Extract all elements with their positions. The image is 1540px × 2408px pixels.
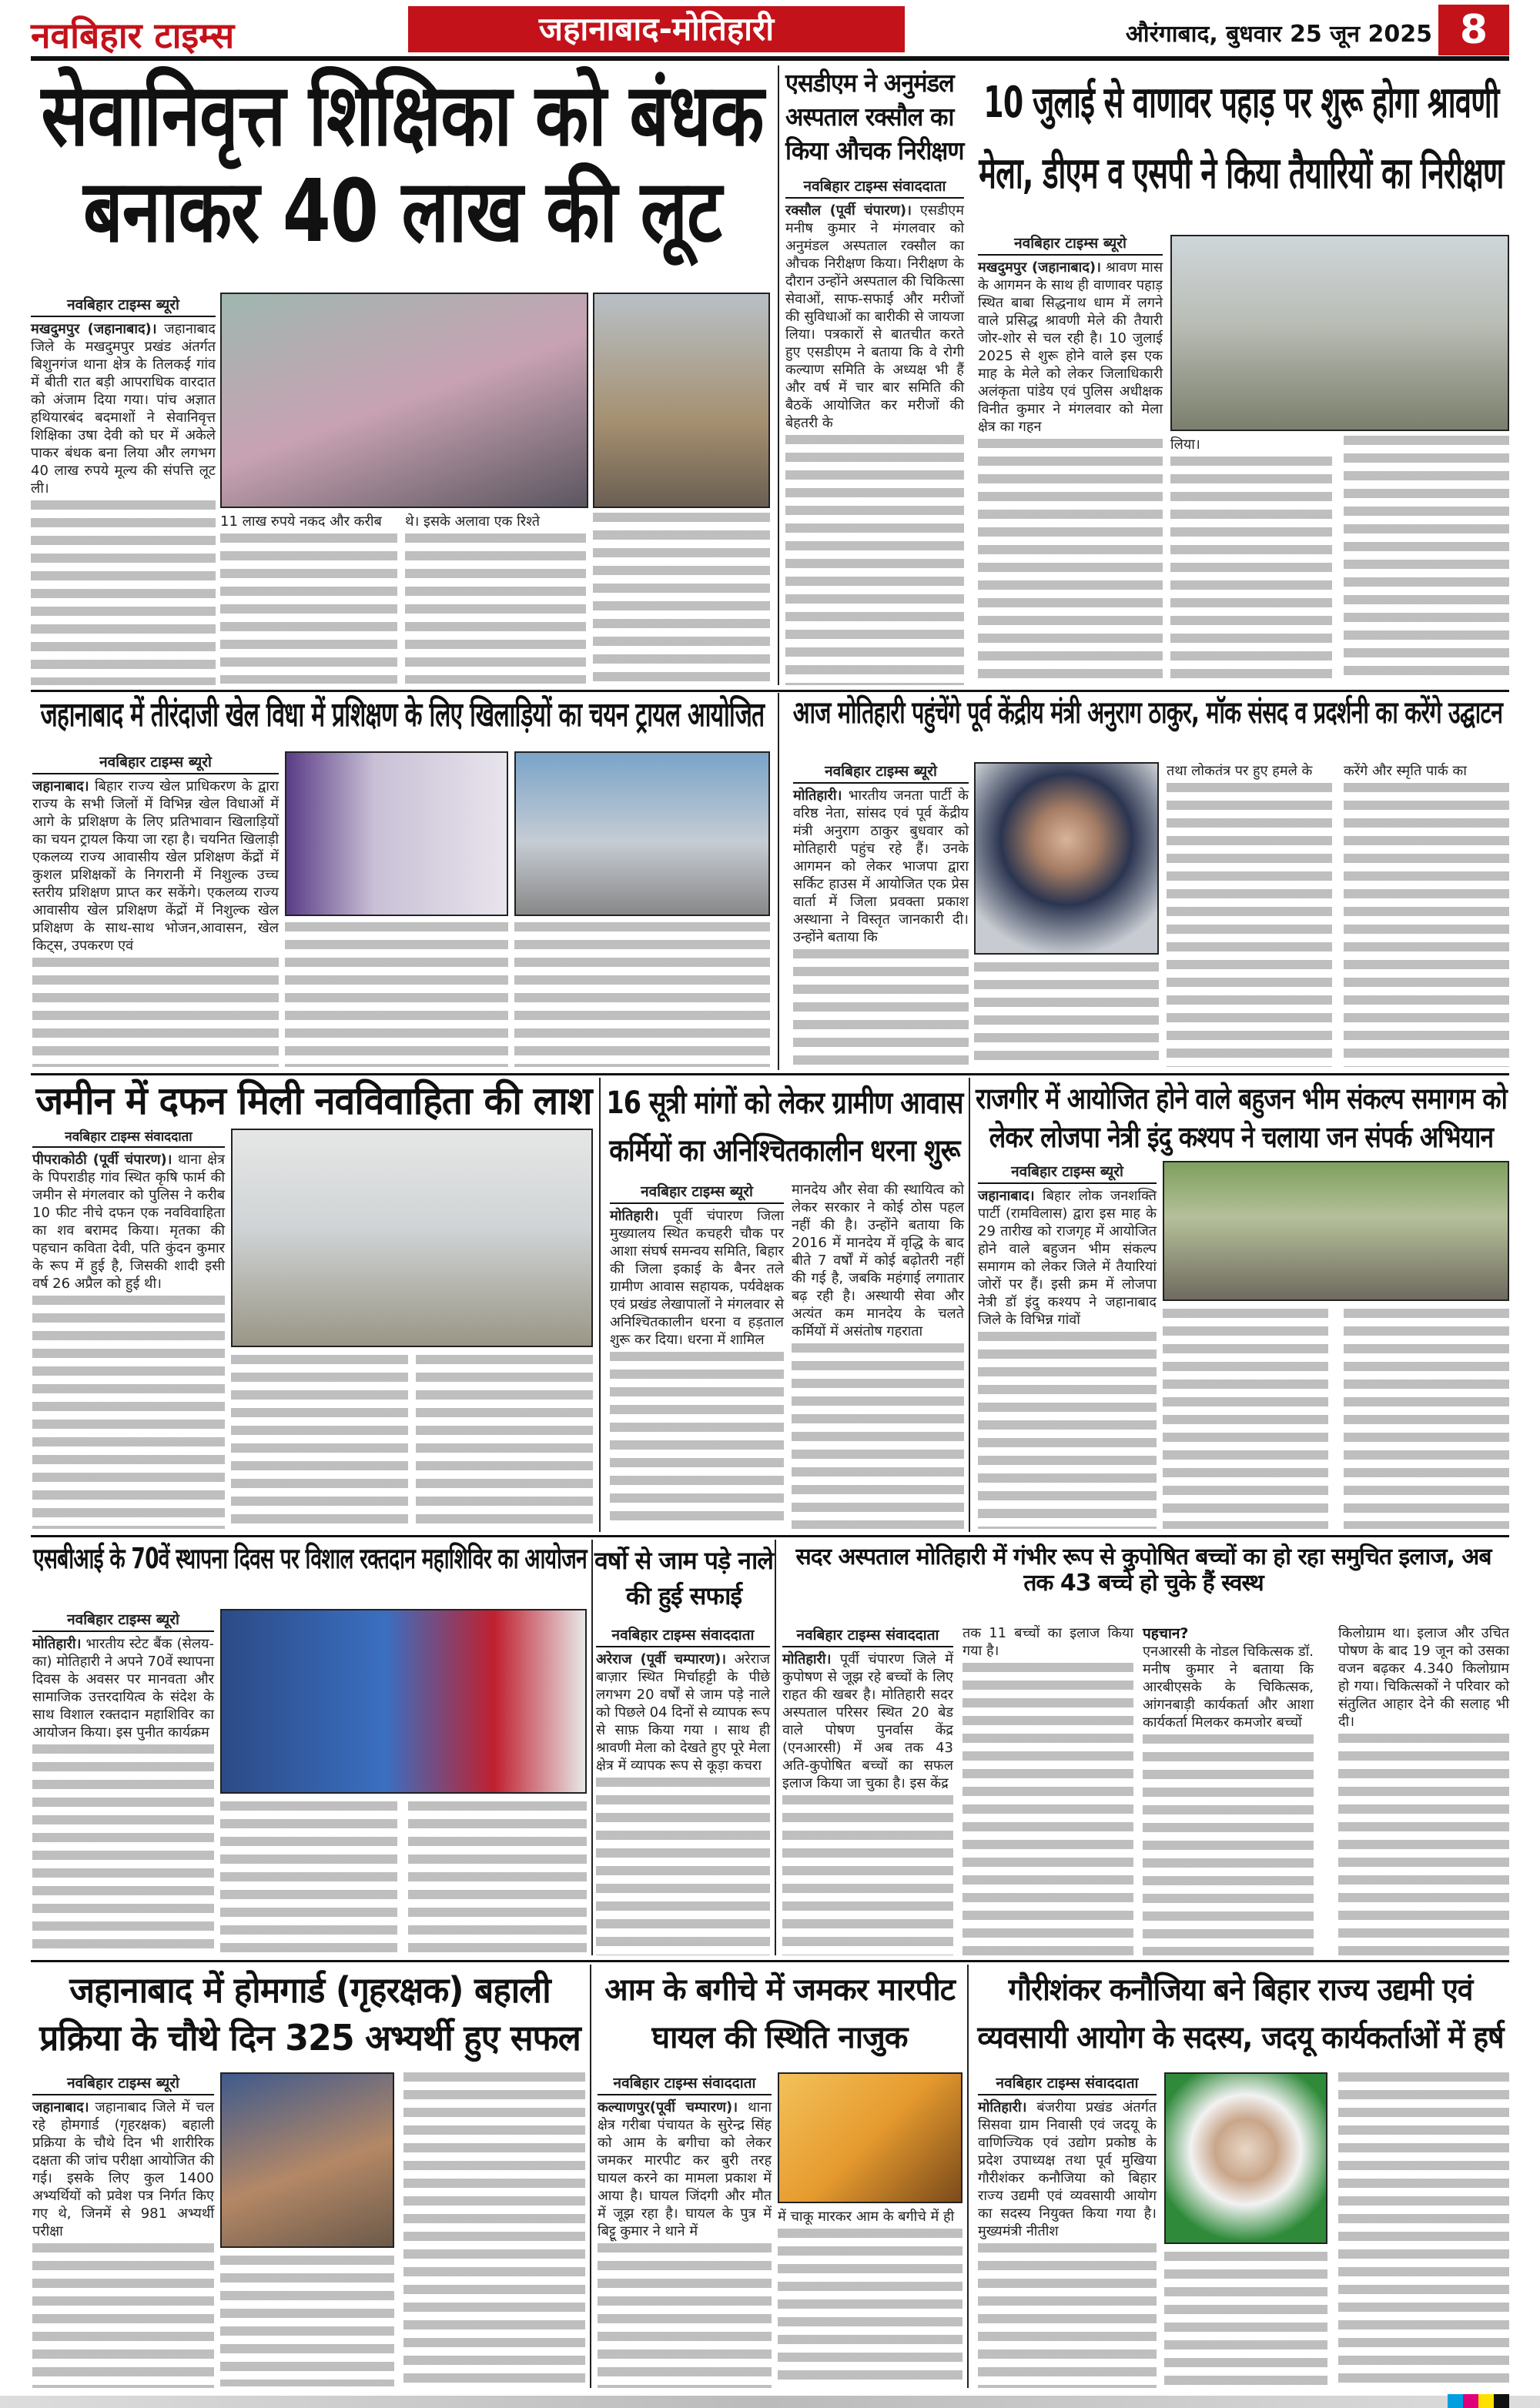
section-divider	[31, 1960, 1509, 1962]
article-n-body	[978, 2099, 1157, 2240]
article-i-col2-continued	[220, 1801, 397, 1955]
dateline-article-e: मोतिहारी।	[793, 788, 842, 804]
byline-article-f: नवबिहार टाइम्स संवाददाता	[32, 1127, 225, 1148]
article-g-col2: मानदेय और सेवा की स्थायित्व को लेकर सरकार ने कोई ठोस पहल नहीं की है। उन्होंने बताया कि 2016 में मानदेय में वृद्धि के बाद बीते 7 वर्षों में कोई बढ़ोतरी नहीं की गई है, जबकि महंगाई लगातार बढ़ रही है। अस्थायी सेवा और अत्यंत कम मानदेय के चलते कर्मियों में असंतोष गहराता	[792, 1182, 964, 1339]
byline-article-i: नवबिहार टाइम्स ब्यूरो	[32, 1609, 214, 1632]
article-a-text-continued	[31, 500, 216, 685]
article-l-col2-continued	[220, 2256, 394, 2386]
article-k-intro: पूर्वी चंपारण जिले में कुपोषण से जूझ रहे बच्चों के लिए राहत की खबर है। मोतिहारी सदर अस्पताल परिसर स्थित 20 बेड वाले पोषण पुनर्वास केंद्र (एनआरसी) में अब तक 43 अति-कुपोषित बच्चों का सफल इलाज किया जा चुका है। इस केंद्र	[782, 1651, 953, 1791]
article-b-intro: एसडीएम मनीष कुमार ने मंगलवार को अनुमंडल अस्पताल रक्सौल का औचक निरीक्षण किया। निरीक्षण के दौरान उन्होंने अस्पताल की चिकित्सा सेवाओं, साफ-सफाई और मरीजों की सुविधाओं का बारीकी से जायजा लिया। पत्रकारों से बातचीत करते हुए एसडीएम ने बताया कि वे रोगी कल्याण समिति के अध्यक्ष भी हैं और वर्ष में चार बार समिति की बैठकें आयोजित कर मरीजों की बेहतरी के	[785, 202, 964, 431]
article-a-column-3	[405, 513, 586, 684]
article-d-col3-continued	[514, 922, 770, 1067]
article-c-column-1	[978, 232, 1163, 685]
article-e-col2-continued	[974, 962, 1159, 1067]
headline-article-m: आम के बगीचे में जमकर मारपीट घायल की स्थिति नाजुक	[604, 1972, 955, 2055]
article-a-col3-continued	[405, 533, 586, 684]
print-registration-strip	[0, 2396, 1540, 2408]
article-k-col4-continued	[1338, 1734, 1509, 1955]
dateline-article-b: रक्सौल (पूर्वी चंपारण)।	[785, 202, 912, 219]
edition-dateline: औरंगाबाद, बुधवार 25 जून 2025	[1125, 21, 1432, 48]
article-b-text-continued	[785, 435, 964, 685]
article-e-col4: करेंगे और स्मृति पार्क का	[1344, 763, 1467, 779]
article-b-body	[785, 202, 964, 432]
section-divider	[31, 1535, 1509, 1537]
dateline-article-c: मखदुमपुर (जहानाबाद)।	[978, 259, 1101, 276]
headline-article-a: सेवानिवृत्त शिक्षिका को बंधक बनाकर 40 लाख की लूट	[41, 65, 764, 263]
article-a-column-2	[220, 513, 397, 684]
photo-body-exhumation	[231, 1129, 593, 1347]
article-h-text-continued	[978, 1332, 1157, 1529]
dateline-article-l: जहानाबाद।	[32, 2099, 89, 2115]
byline-article-l: नवबिहार टाइम्स ब्यूरो	[32, 2072, 214, 2095]
article-e-col4-continued	[1344, 783, 1509, 1067]
dateline-article-h: जहानाबाद।	[978, 1188, 1035, 1204]
article-k-column-4	[1338, 1624, 1509, 1955]
byline-article-j: नवबिहार टाइम्स संवाददाता	[596, 1624, 770, 1647]
article-a-intro: जहानाबाद जिले के मखदुमपुर प्रखंड अंतर्गत बिशुनगंज थाना क्षेत्र के तिलकई गांव में बीती रात बड़ी आपराधिक वारदात को अंजाम दिया गया। पांच अज्ञात हथियारबंद बदमाशों ने सेवानिवृत्त शिक्षिका उषा देवी को घर में अकेले पाकर बंधक बना लिया और लगभग 40 लाख रुपये मूल्य की संपत्ति लूट ली।	[31, 321, 216, 497]
dateline-article-a: मखदुमपुर (जहानाबाद)।	[31, 321, 157, 337]
byline-article-k: नवबिहार टाइम्स संवाददाता	[782, 1624, 953, 1647]
article-k-text-continued	[782, 1795, 953, 1955]
article-h-column	[978, 1161, 1157, 1529]
photo-police-at-house	[220, 293, 588, 508]
article-h-intro: बिहार लोक जनशक्ति पार्टी (रामविलास) द्वारा इस माह के 29 तारीख को राजगृह में आयोजित होने वाले बहुजन भीम संकल्प समागम को लेकर जिले में तैयारियां जोरों पर हैं। इसी क्रम में लोजपा नेत्री डॉ इंदु कश्यप ने जहानाबाद जिले के विभिन्न गांवों	[978, 1188, 1157, 1328]
article-k-column-3	[1143, 1624, 1314, 1955]
article-a-col4-continued	[593, 513, 770, 684]
byline-article-m: नवबिहार टाइम्स संवाददाता	[598, 2072, 772, 2095]
article-n-column	[978, 2072, 1157, 2388]
byline-article-e: नवबिहार टाइम्स ब्यूरो	[793, 761, 969, 784]
article-k-col2-continued	[962, 1663, 1133, 1955]
headline-article-h: राजगीर में आयोजित होने वाले बहुजन भीम संकल्प समागम को लेकर लोजपा नेत्री इंदु कश्यप ने चलाया जन संपर्क अभियान	[975, 1082, 1507, 1154]
headline-article-f: जमीन में दफन मिली नवविवाहिता की लाश	[35, 1079, 592, 1123]
article-m-column	[598, 2072, 772, 2388]
headline-article-l: जहानाबाद में होमगार्ड (गृहरक्षक) बहाली प्रक्रिया के चौथे दिन 325 अभ्यर्थी हुए सफल	[39, 1969, 581, 2059]
dateline-article-k: मोतिहारी।	[782, 1651, 832, 1667]
article-f-text-continued	[32, 1296, 225, 1529]
article-m-text-continued	[598, 2243, 772, 2388]
photo-homeguard-test	[220, 2072, 394, 2248]
article-g-column-2	[792, 1181, 964, 1529]
dateline-article-d: जहानाबाद।	[32, 778, 89, 794]
dateline-article-g: मोतिहारी।	[610, 1208, 659, 1224]
article-m-intro: थाना क्षेत्र गरीबा पंचायत के सुरेन्द्र सिंह को आम के बगीचा को लेकर जमकर मारपीट कर बुरी तरह घायल करने का मामला प्रकाश में आया है। घायल जिंदगी और मौत में जूझ रहा है। घायल के पुत्र में बिट्टू कुमार ने थाने में	[598, 2099, 772, 2239]
dateline-article-n: मोतिहारी।	[978, 2099, 1027, 2115]
headline-article-j: वर्षो से जाम पड़े नाले की हुई सफाई	[594, 1546, 773, 1610]
headline-article-e: आज मोतिहारी पहुंचेंगे पूर्व केंद्रीय मंत्री अनुराग ठाकुर, मॉक संसद व प्रदर्शनी का करेंगे उद्घाटन	[792, 695, 1503, 731]
column-divider	[599, 1078, 601, 1532]
photo-dm-sp-inspection	[1170, 235, 1509, 431]
newspaper-logo: नवबिहार टाइम्स	[31, 15, 235, 56]
headline-article-k: सदर अस्पताल मोतिहारी में गंभीर रूप से कुपोषित बच्चों का हो रहा समुचित इलाज, अब तक 43 बच्चे हो चुके हैं स्वस्थ	[795, 1543, 1491, 1597]
dateline-article-f: पीपराकोठी (पूर्वी चंपारण)।	[32, 1152, 172, 1168]
article-e-column-1	[793, 761, 969, 1067]
article-l-body	[32, 2099, 214, 2240]
article-g-col2-continued	[792, 1343, 964, 1529]
article-j-body	[596, 1650, 770, 1774]
photo-anurag-thakur	[974, 762, 1159, 955]
article-j-column	[596, 1624, 770, 1955]
article-i-column	[32, 1609, 214, 1955]
article-n-col3-continued	[1338, 2072, 1509, 2386]
column-divider	[778, 65, 779, 685]
illustration-assault	[778, 2072, 962, 2203]
article-j-text-continued	[596, 1778, 770, 1955]
photo-police-inquiry	[593, 293, 770, 508]
column-divider	[969, 1078, 970, 1532]
section-title	[408, 6, 905, 52]
section-divider	[31, 690, 1509, 692]
article-e-col3: तथा लोकतंत्र पर हुए हमले के	[1167, 763, 1313, 779]
headline-article-i: एसबीआई के 70वें स्थापना दिवस पर विशाल रक्तदान महाशिविर का आयोजन	[33, 1542, 587, 1575]
article-c-body	[978, 259, 1163, 436]
article-i-body	[32, 1635, 214, 1741]
article-k-subhead: पहचान?	[1143, 1625, 1189, 1642]
article-i-col3-continued	[408, 1801, 587, 1955]
column-divider	[778, 693, 779, 1070]
article-d-intro: बिहार राज्य खेल प्राधिकरण के द्वारा राज्य के सभी जिलों में विभिन्न खेल विधाओं में आगे के प्रशिक्षण के लिए प्रतिभावान खिलाड़ियों का चयन ट्रायल किया जा रहा है। चयनित खिलाड़ी एकलव्य राज्य आवासीय खेल प्रशिक्षण केंद्रों में कुशल प्रशिक्षकों के निगरानी में निशुल्क उच्च स्तरीय प्रशिक्षण प्राप्त कर सकेंगे। एकलव्य राज्य आवासीय खेल प्रशिक्षण केंद्रों में निशुल्क खेल प्रशिक्षण के साथ-साथ भोजन,आवासन, खेल किट्स, उपकरण एवं	[32, 778, 279, 954]
byline-article-d: नवबिहार टाइम्स ब्यूरो	[32, 751, 279, 774]
section-divider	[31, 1073, 1509, 1075]
headline-article-g: 16 सूत्री मांगों को लेकर ग्रामीण आवास कर्मियों का अनिश्चितकालीन धरना शुरू	[606, 1085, 963, 1169]
headline-article-n: गौरीशंकर कनौजिया बने बिहार राज्य उद्यमी एवं व्यवसायी आयोग के सदस्य, जदयू कार्यकर्ताओं में हर्ष	[977, 1972, 1504, 2055]
article-a-col2: 11 लाख रुपये नकद और करीब	[220, 513, 382, 530]
article-g-column-1	[610, 1181, 784, 1529]
article-c-col2: लिया।	[1170, 436, 1200, 453]
article-c-intro: श्रावण मास के आगमन के साथ ही वाणावर पहाड़ स्थित बाबा सिद्धनाथ धाम में लगने वाले प्रसिद्ध श्रावणी मेले की तैयारी जोर-शोर से चल रही है। 10 जुलाई 2025 से शुरू होने वाले इस एक माह के मेले को लेकर जिलाधिकारी अलंकृता पांडेय एवं पुलिस अधीक्षक विनीत कुमार ने मंगलवार को मेला क्षेत्र का गहन	[978, 259, 1163, 435]
article-d-column	[32, 751, 279, 1067]
page-number: 8	[1438, 5, 1509, 55]
headline-article-c: 10 जुलाई से वाणावर पहाड़ पर शुरू होगा श्रावणी मेला, डीएम व एसपी ने किया तैयारियों का निरीक्षण	[979, 78, 1504, 199]
photo-archery-trial-2	[514, 751, 770, 916]
article-m-body	[598, 2099, 772, 2240]
article-d-body	[32, 778, 279, 955]
article-f-body	[32, 1151, 225, 1293]
article-h-body	[978, 1187, 1157, 1329]
article-m-column-2	[778, 2208, 962, 2388]
article-g-body	[610, 1207, 784, 1349]
cyan-registration-mark	[1448, 2394, 1463, 2408]
article-g-text-continued	[610, 1352, 784, 1529]
article-n-col2-continued	[1164, 2252, 1327, 2386]
article-c-col2-continued	[1170, 457, 1332, 684]
article-e-intro: भारतीय जनता पार्टी के वरिष्ठ नेता, सांसद एवं पूर्व केंद्रीय मंत्री अनुराग ठाकुर बुधवार को मोतिहारी पहुंच रहे हैं। उनके आगमन को लेकर भाजपा द्वारा सर्किट हाउस में आयोजित एक प्रेस वार्ता में जिला प्रवक्ता प्रकाश अस्थाना ने विस्तृत जानकारी दी। उन्होंने बताया कि	[793, 788, 969, 945]
article-d-col2-continued	[285, 922, 508, 1067]
byline-article-n: नवबिहार टाइम्स संवाददाता	[978, 2072, 1157, 2095]
article-e-col3-continued	[1167, 783, 1332, 1067]
headline-article-d: जहानाबाद में तीरंदाजी खेल विधा में प्रशिक्षण के लिए खिलाड़ियों का चयन ट्रायल आयोजित	[40, 695, 765, 734]
column-divider	[967, 1965, 969, 2388]
article-d-text-continued	[32, 958, 279, 1067]
article-l-column	[32, 2072, 214, 2388]
article-a-col3: थे। इसके अलावा एक रिश्ते	[405, 513, 541, 530]
article-l-text-continued	[32, 2243, 214, 2388]
article-i-intro: भारतीय स्टेट बैंक (सेलय-का) मोतिहारी ने अपने 70वें स्थापना दिवस के अवसर पर मानवता और सामाजिक उत्तरदायित्व के संदेश के साथ विशाल रक्तदान महाशिविर का आयोजन किया। इस पुनीत कार्यक्रम	[32, 1636, 214, 1741]
headline-article-b: एसडीएम ने अनुमंडल अस्पताल रक्सौल का किया औचक निरीक्षण	[785, 68, 964, 166]
article-f-intro: थाना क्षेत्र के पिपराडीह गांव स्थित कृषि फार्म की जमीन से मंगलवार को पुलिस ने करीब 10 फीट नीचे दफन एक नवविवाहिता का शव बरामद किया। मृतका की पहचान कविता देवी, पति कुंदन कुमार के रूप में हुई है, जिसकी शादी इसी वर्ष 26 अप्रैल को हुई थी।	[32, 1152, 225, 1292]
article-j-intro: अरेराज बाज़ार स्थित मिर्चाहट्टी के पीछे लगभग 20 वर्षों से जाम पड़े नाले को पिछले 04 दिनों से व्यापक रूप से साफ़ किया गया । साथ ही श्रावणी मेला को देखते हुए पूरे मेला क्षेत्र में व्यापक रूप से कूड़ा कचरा	[596, 1651, 770, 1774]
article-h-col2-continued	[1163, 1309, 1328, 1529]
article-k-col2: तक 11 बच्चों का इलाज किया गया है।	[962, 1625, 1133, 1659]
article-k-column-1	[782, 1624, 953, 1955]
article-c-column-2	[1170, 436, 1332, 684]
masthead-divider	[31, 56, 1509, 61]
article-k-body	[782, 1650, 953, 1792]
article-i-text-continued	[32, 1744, 214, 1955]
column-divider	[590, 1965, 591, 2388]
section-title-text: जहानाबाद-मोतिहारी	[538, 10, 775, 48]
article-e-text-continued	[793, 949, 969, 1067]
article-n-intro: बंजरीया प्रखंड अंतर्गत सिसवा ग्राम निवासी एवं जदयू के वाणिज्यिक एवं उद्योग प्रकोष्ठ के प्रदेश उपाध्यक्ष तथा पूर्व मुखिया गौरीशंकर कनौजिया को बिहार राज्य उद्यमी एवं व्यवसायी आयोग का सदस्य नियुक्त किया गया है। मुख्यमंत्री नीतीश	[978, 2099, 1157, 2239]
byline-article-c: नवबिहार टाइम्स ब्यूरो	[978, 232, 1163, 256]
dateline-article-j: अरेराज (पूर्वी चम्पारण)।	[596, 1651, 727, 1667]
article-n-text-continued	[978, 2243, 1157, 2388]
black-registration-mark	[1494, 2394, 1509, 2408]
photo-blood-donation-camp	[220, 1609, 587, 1794]
article-c-col3-continued	[1344, 436, 1509, 684]
article-l-intro: जहानाबाद जिले में चल रहे होमगार्ड (गृहरक्षक) बहाली प्रक्रिया के चौथे दिन भी शारीरिक दक्षता की जांच परीक्षा आयोजित की गई। इसके लिए कुल 1400 अभ्यर्थियों को प्रवेश पत्र निर्गत किए गए थे, जिनमें से 981 अभ्यर्थी परीक्षा	[32, 2099, 214, 2239]
article-k-column-2	[962, 1624, 1133, 1955]
article-a-column-1	[31, 294, 216, 685]
byline-article-a: नवबिहार टाइम्स ब्यूरो	[31, 294, 216, 317]
article-l-col3-continued	[403, 2072, 585, 2386]
dateline-article-m: कल्याणपुर(पूर्वी चम्पारण)।	[598, 2099, 738, 2115]
article-g-intro: पूर्वी चंपारण जिला मुख्यालय स्थित कचहरी चौक पर आशा संघर्ष समन्वय समिति, बिहार की जिला इकाई के बैनर तले ग्रामीण आवास सहायक, पर्यवेक्षक एवं प्रखंड लेखापालों ने मंगलवार से अनिश्चितकालीन धरना व हड़ताल शुरू कर दिया। धरना में शामिल	[610, 1208, 784, 1348]
article-c-text-continued	[978, 439, 1163, 685]
article-h-col3-continued	[1344, 1309, 1509, 1529]
article-a-col2-continued	[220, 533, 397, 684]
photo-mass-contact-campaign	[1163, 1161, 1509, 1301]
byline-article-b: नवबिहार टाइम्स संवाददाता	[785, 176, 964, 199]
dateline-article-i: मोतिहारी।	[32, 1636, 82, 1652]
article-k-col4: किलोग्राम था। इलाज और उचित पोषण के बाद 19 जून को उसका वजन बढ़कर 4.340 किलोग्राम हो गया। चिकित्सकों ने परिवार को संतुलित आहार देने की सलाह भी दी।	[1338, 1625, 1509, 1730]
magenta-registration-mark	[1463, 2394, 1478, 2408]
article-m-col2: में चाकू मारकर आम के बगीचे में ही	[778, 2209, 955, 2225]
photo-gaurishankar-kanaujia	[1164, 2072, 1327, 2244]
article-m-col2-continued	[778, 2229, 962, 2388]
article-f-column	[32, 1127, 225, 1529]
article-k-col3: एनआरसी के नोडल चिकित्सक डॉ. मनीष कुमार ने बताया कि आरबीएसके के चिकित्सक, आंगनबाड़ी कार्यकर्ता और आशा कार्यकर्ता मिलकर कमजोर बच्चों	[1143, 1644, 1314, 1731]
column-divider	[775, 1540, 776, 1955]
photo-archery-trial-1	[285, 751, 508, 916]
article-f-col2-continued	[231, 1355, 408, 1528]
article-a-body	[31, 320, 216, 497]
article-f-col3-continued	[416, 1355, 593, 1528]
column-divider	[591, 1540, 593, 1955]
article-b-column	[785, 176, 964, 685]
byline-article-h: नवबिहार टाइम्स ब्यूरो	[978, 1161, 1157, 1184]
article-e-body	[793, 787, 969, 946]
yellow-registration-mark	[1478, 2394, 1494, 2408]
article-e-column-3	[1167, 762, 1332, 1067]
article-e-column-4	[1344, 762, 1509, 1067]
article-k-col3-continued	[1143, 1734, 1314, 1955]
byline-article-g: नवबिहार टाइम्स ब्यूरो	[610, 1181, 784, 1204]
